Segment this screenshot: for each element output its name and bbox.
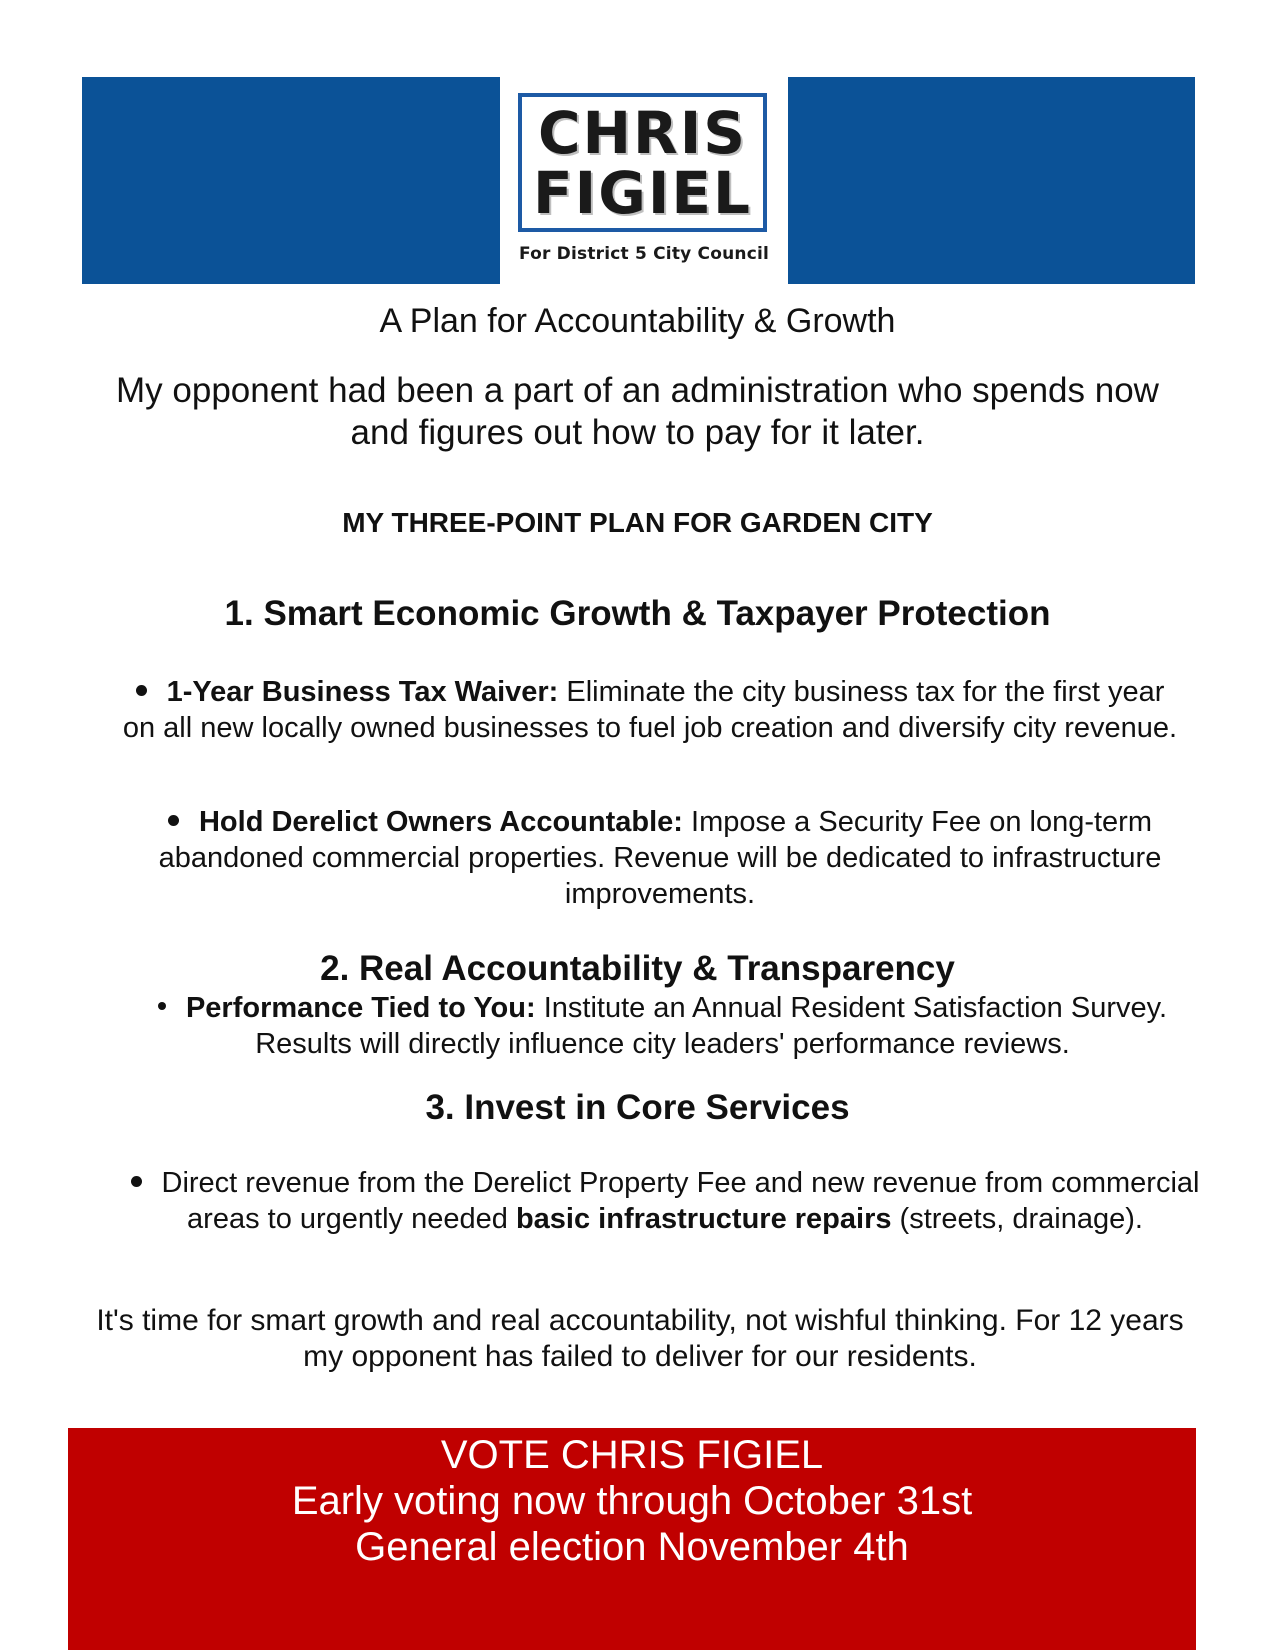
section-2-heading: 2. Real Accountability & Transparency	[320, 949, 955, 988]
bullet-text-after: (streets, drainage).	[891, 1203, 1143, 1235]
bullet-text-before: Direct revenue from the Derelict Property Fee and new revenue from commercial areas to urgently needed	[161, 1167, 1200, 1235]
bullet-icon	[158, 1002, 166, 1010]
bullet-title: Hold Derelict Owners Accountable:	[198, 806, 683, 838]
logo-name-first: CHRIS	[537, 98, 748, 167]
logo-name-last: FIGIEL	[533, 158, 752, 227]
plan-heading: MY THREE-POINT PLAN FOR GARDEN CITY	[342, 507, 933, 538]
page-subtitle: A Plan for Accountability & Growth	[379, 302, 896, 340]
section-3-heading: 3. Invest in Core Services	[425, 1088, 850, 1127]
bullet-bold-text: basic infrastructure repairs	[515, 1203, 892, 1235]
general-election-date: General election November 4th	[355, 1525, 909, 1569]
bullet-icon	[168, 815, 179, 826]
candidate-logo	[518, 93, 767, 232]
bullet-infrastructure	[130, 1165, 1200, 1237]
header-banner-right	[788, 77, 1195, 284]
bullet-icon	[136, 685, 147, 696]
intro-paragraph: My opponent had been a part of an administration who spends now and figures out how to pay for it later.	[116, 371, 1159, 452]
bullet-icon	[131, 1176, 142, 1187]
early-voting-dates: Early voting now through October 31st	[291, 1479, 973, 1523]
bullet-title: Performance Tied to You:	[185, 992, 536, 1024]
closing-statement: It's time for smart growth and real accountability, not wishful thinking. For 12 years my opponent has failed to deliver for our residents.	[96, 1304, 1184, 1373]
header-banner-left	[82, 77, 500, 284]
bullet-business-tax-waiver	[120, 674, 1180, 746]
bullet-text: Institute an Annual Resident Satisfaction Survey. Results will directly influence city leaders' performance reviews.	[255, 992, 1168, 1060]
bullet-title: 1-Year Business Tax Waiver:	[166, 676, 559, 708]
bullet-text: Impose a Security Fee on long-term abandoned commercial properties. Revenue will be dedicated to infrastructure improvements.	[158, 806, 1162, 910]
vote-call-to-action: VOTE CHRIS FIGIEL	[440, 1433, 824, 1477]
bullet-derelict-owners	[120, 804, 1200, 912]
logo-tagline: For District 5 City Council	[518, 244, 770, 264]
bullet-performance	[125, 990, 1200, 1062]
section-1-heading: 1. Smart Economic Growth & Taxpayer Protection	[224, 594, 1051, 633]
vote-banner	[68, 1428, 1196, 1650]
bullet-text: Eliminate the city business tax for the first year on all new locally owned businesses to fuel job creation and diversify city revenue.	[122, 676, 1178, 744]
